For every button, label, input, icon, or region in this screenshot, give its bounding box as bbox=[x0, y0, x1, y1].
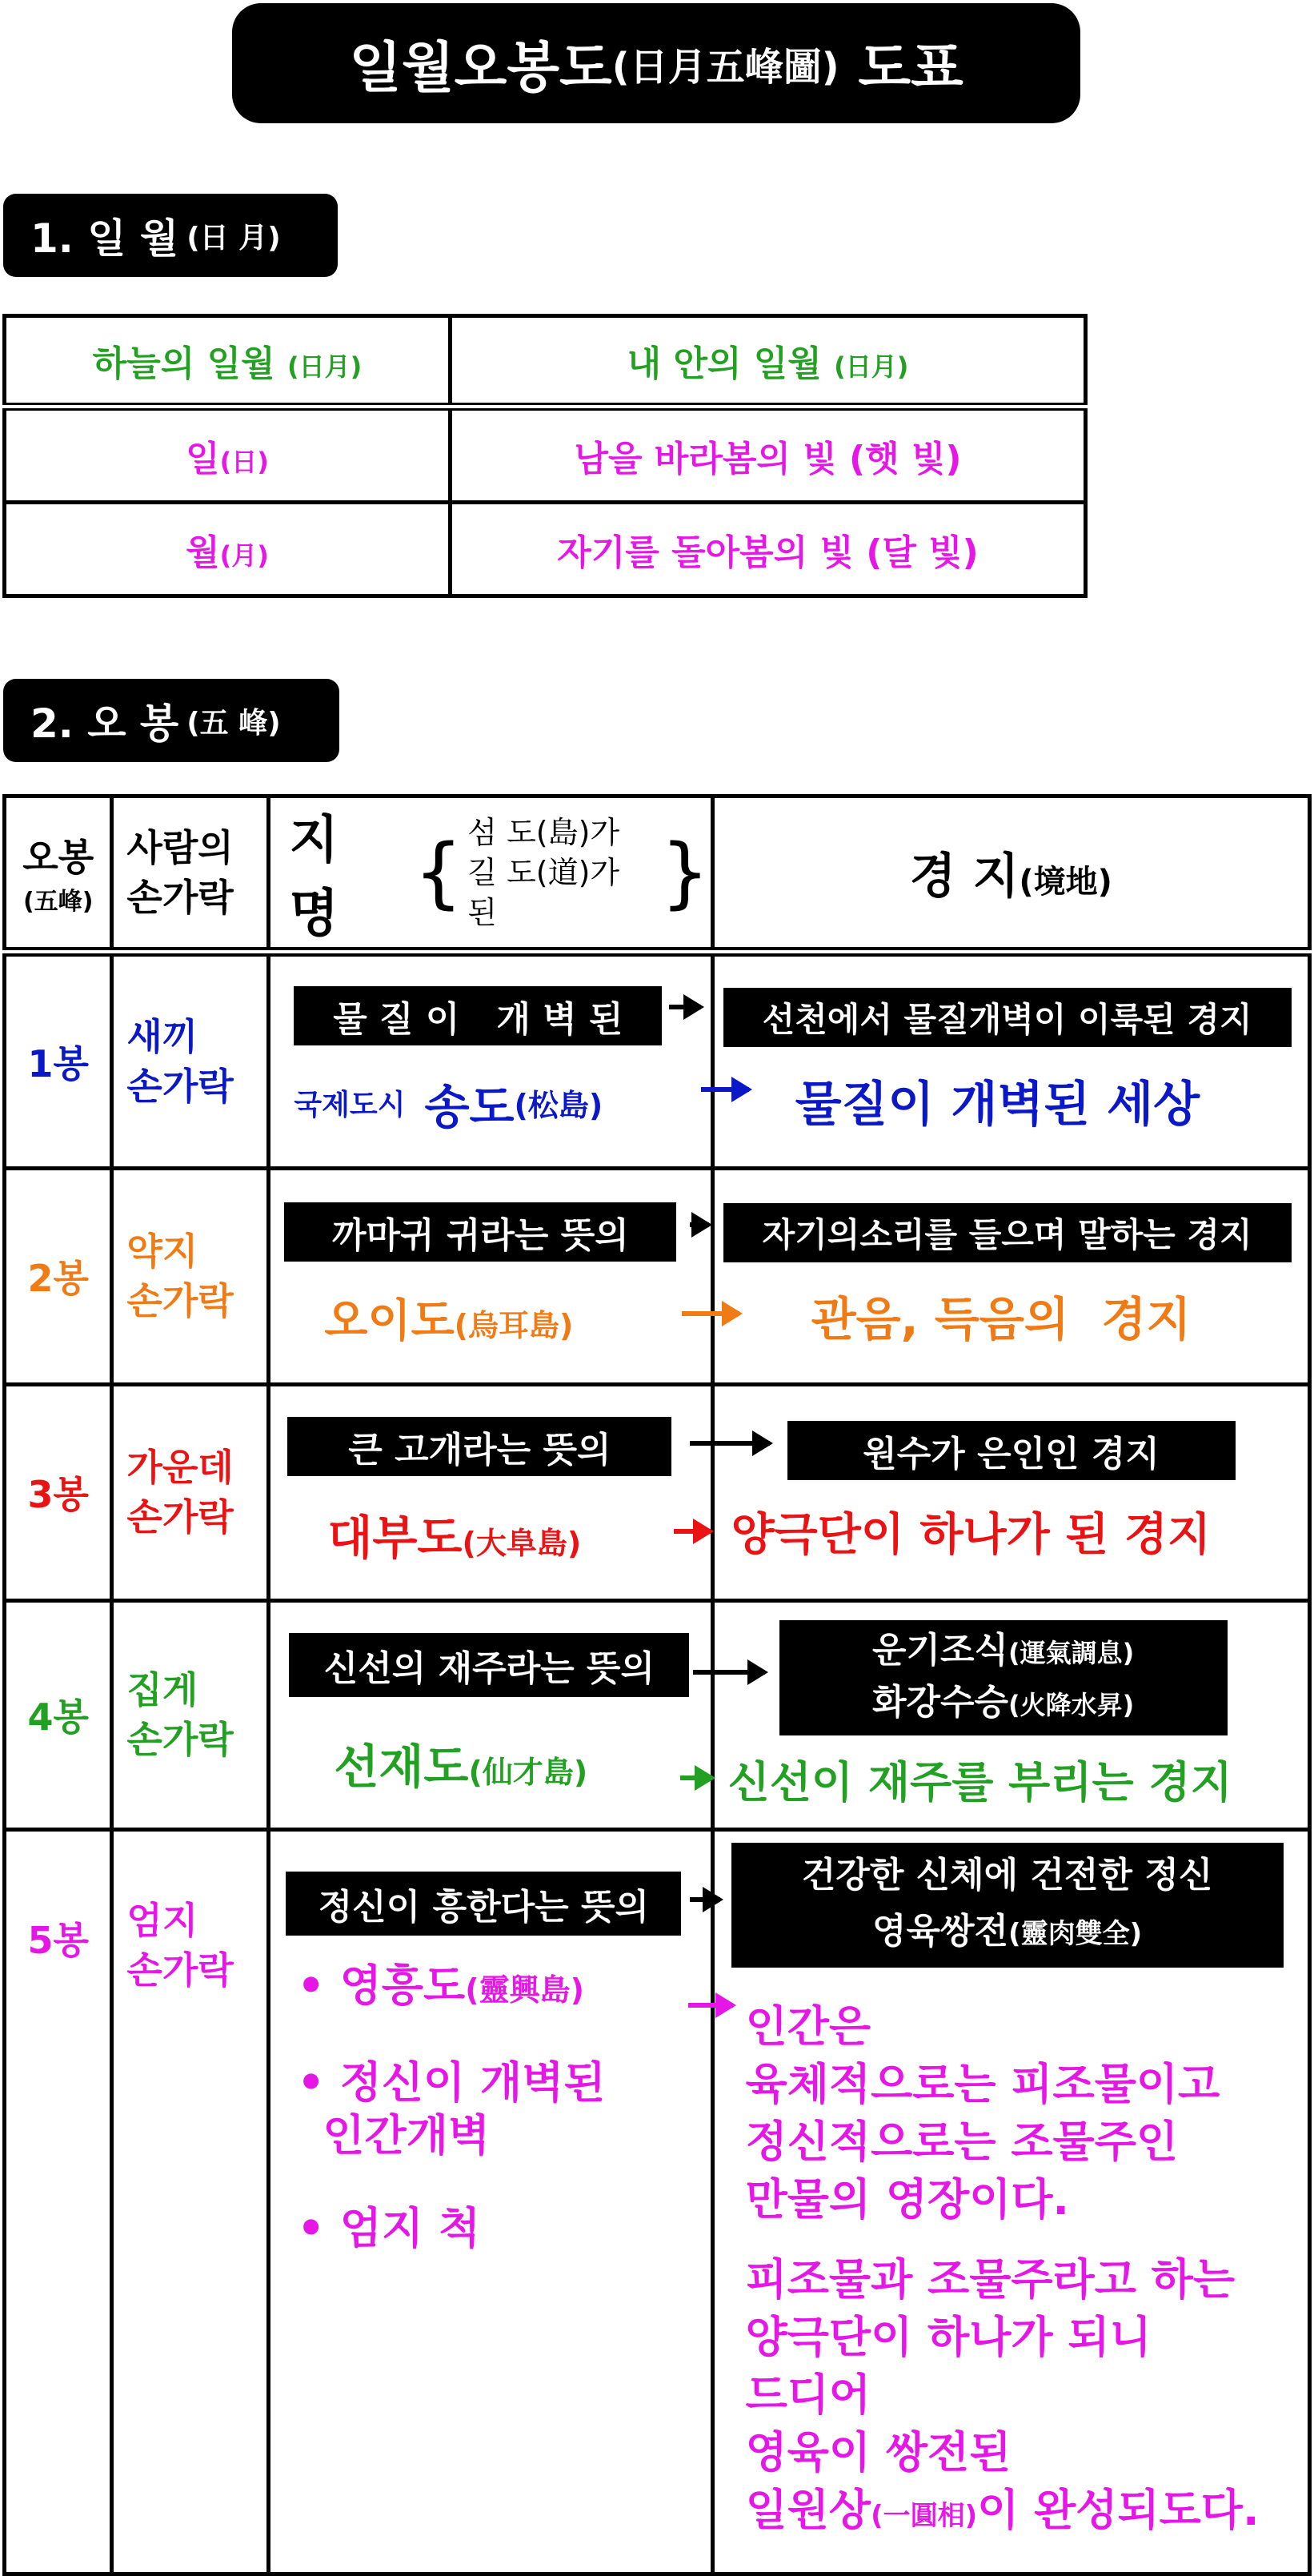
state-cell bbox=[712, 1168, 1309, 1384]
meaning-box: 정신이 흥한다는 뜻의 bbox=[286, 1872, 681, 1936]
arrow-icon bbox=[690, 1441, 770, 1446]
header-hanja: (日月) bbox=[834, 351, 909, 382]
arrow-icon bbox=[690, 1222, 709, 1227]
place-name: 대부도 bbox=[327, 1511, 463, 1565]
header-hanja: (日月) bbox=[286, 351, 363, 382]
meaning-box: 신선의 재주라는 뜻의 bbox=[289, 1633, 689, 1697]
finger-name bbox=[112, 1829, 269, 2574]
place-hanja: (松島) bbox=[514, 1088, 603, 1124]
peak-row-1 bbox=[5, 952, 1310, 1168]
state-box-line1: 건강한 신체에 건전한 정신 bbox=[801, 1855, 1213, 1896]
para-line: 양극단이 하나가 되니 bbox=[745, 2311, 1152, 2362]
five-peaks-table bbox=[2, 794, 1312, 2576]
section-2-text: 2. 오 봉 bbox=[30, 700, 179, 747]
bullet-item: • 엄지 척 bbox=[297, 2202, 480, 2253]
page-title bbox=[232, 3, 1080, 123]
section-1-hanja: (日 月) bbox=[186, 221, 281, 255]
place-cell bbox=[269, 1384, 712, 1600]
place-prefix: 국제도시 bbox=[294, 1089, 406, 1122]
para-line: 영육이 쌍전된 bbox=[745, 2426, 1012, 2478]
finger-name bbox=[112, 1168, 269, 1384]
place-name: 선재도 bbox=[334, 1739, 469, 1794]
arrow-icon bbox=[690, 1897, 720, 1902]
finger-name bbox=[112, 1384, 269, 1600]
place-cell bbox=[269, 952, 712, 1168]
peak-row-5 bbox=[5, 1829, 1310, 2574]
state-box: 자기의소리를 들으며 말하는 경지 bbox=[723, 1203, 1292, 1262]
bullet-text: 영흥도 bbox=[339, 1960, 466, 2011]
header-state-hanja: (境地) bbox=[1019, 864, 1112, 901]
finger-line2: 손가락 bbox=[126, 1495, 234, 1539]
bullet-item: • 영흥도(靈興島) bbox=[297, 1960, 584, 2011]
header-peak-hanja: (五峰) bbox=[22, 888, 94, 916]
finger-name bbox=[112, 952, 269, 1168]
peak-number: 1봉 bbox=[5, 952, 112, 1168]
state-box-line2: 화강수승 bbox=[871, 1681, 1008, 1723]
para-line: 만물의 영장이다. bbox=[745, 2173, 1070, 2225]
state-box: 원수가 은인인 경지 bbox=[787, 1421, 1236, 1480]
bullet-item: • 정신이 개벽된 인간개벽 bbox=[297, 2056, 606, 2161]
place-hanja: (烏耳島) bbox=[454, 1308, 574, 1343]
peak-row-3 bbox=[5, 1384, 1310, 1600]
sun-moon-table bbox=[2, 314, 1088, 598]
peak-row-4 bbox=[5, 1600, 1310, 1829]
header-place-name: 지 명 { 섬 도(島)가 길 도(道)가 된 } bbox=[269, 796, 712, 953]
state-text: 신선이 재주를 부리는 경지 bbox=[727, 1756, 1232, 1808]
header-finger bbox=[112, 796, 269, 953]
header-place-sub1: 섬 도(島)가 bbox=[467, 815, 620, 850]
arrow-icon bbox=[674, 1529, 711, 1534]
header-place-sub2: 길 도(道)가 된 bbox=[467, 855, 620, 930]
meaning-box: 물 질 이 개 벽 된 bbox=[294, 986, 662, 1045]
para-line bbox=[746, 2482, 1307, 2545]
state-text: 물질이 개벽된 세상 bbox=[795, 1076, 1200, 1133]
peak-number: 5봉 bbox=[5, 1829, 112, 2574]
arrow-icon bbox=[682, 1311, 739, 1316]
finger-line1: 새끼 bbox=[126, 1014, 198, 1058]
para-line: 드디어 bbox=[745, 2369, 871, 2420]
bullet-hanja: (靈興島) bbox=[465, 1972, 584, 2008]
arrow-icon bbox=[688, 2003, 733, 2008]
place-cell bbox=[269, 1829, 712, 2574]
place-cell bbox=[269, 1168, 712, 1384]
section-2-hanja: (五 峰) bbox=[186, 706, 281, 740]
cell-moon-light: 자기를 돌아봄의 빛 (달 빛) bbox=[451, 503, 1086, 596]
para-line: 인간은 bbox=[745, 2000, 871, 2052]
finger-name bbox=[112, 1600, 269, 1829]
state-cell bbox=[712, 1829, 1309, 2574]
para-line: 정신적으로는 조물주인 bbox=[745, 2116, 1179, 2167]
place-hanja: (仙才島) bbox=[468, 1755, 588, 1790]
section-1-text: 1. 일 월 bbox=[30, 215, 179, 262]
table-row bbox=[5, 503, 1086, 596]
arrow-icon bbox=[693, 1670, 765, 1675]
cell-moon bbox=[5, 503, 451, 596]
header-peak-text: 오봉 bbox=[22, 836, 94, 879]
state-cell bbox=[712, 1600, 1309, 1829]
finger-line2: 손가락 bbox=[126, 1064, 234, 1108]
state-paragraph-1 bbox=[715, 1998, 1307, 2229]
finger-line1: 집게 bbox=[126, 1668, 198, 1711]
place-hanja: (大阜島) bbox=[462, 1526, 582, 1561]
bullet-text: 엄지 척 bbox=[339, 2202, 480, 2253]
header-finger-line2: 손가락 bbox=[126, 876, 234, 919]
section-1-label bbox=[3, 194, 338, 277]
para-line: 육체적으로는 피조물이고 bbox=[745, 2058, 1220, 2109]
state-box bbox=[779, 1620, 1228, 1735]
cell-text: 월 bbox=[186, 532, 220, 573]
para-last-text: 일원상 bbox=[745, 2484, 871, 2535]
sun-moon-header-row bbox=[5, 316, 1086, 407]
peak-row-2 bbox=[5, 1168, 1310, 1384]
bullet-text-line2: 인간개벽 bbox=[322, 2109, 491, 2161]
arrow-icon bbox=[701, 1087, 749, 1092]
place-cell bbox=[269, 1600, 712, 1829]
title-suffix: 도표 bbox=[839, 36, 963, 100]
state-text: 관음, 득음의 경지 bbox=[811, 1292, 1192, 1346]
para-last-tail: 이 완성되도다. bbox=[977, 2484, 1260, 2535]
state-box-line1-hanja: (運氣調息) bbox=[1008, 1637, 1135, 1668]
five-peaks-header-row bbox=[5, 796, 1310, 953]
header-inner-sun-moon bbox=[451, 316, 1086, 407]
header-place-text: 지 명 bbox=[289, 811, 339, 944]
cell-hanja: (日) bbox=[219, 447, 269, 477]
state-box-line2-hanja: (火降水昇) bbox=[1008, 1689, 1135, 1720]
cell-text: 일 bbox=[186, 439, 220, 479]
meaning-box: 큰 고개라는 뜻의 bbox=[287, 1417, 671, 1476]
title-main: 일월오봉도 bbox=[349, 36, 612, 100]
arrow-icon bbox=[680, 1776, 712, 1780]
state-box-line2-hanja: (靈肉雙全) bbox=[1008, 1918, 1143, 1950]
peak-number: 4봉 bbox=[5, 1600, 112, 1829]
finger-line1: 약지 bbox=[126, 1230, 198, 1273]
para-last-hanja: (一圓相) bbox=[871, 2499, 978, 2532]
header-state-text: 경 지 bbox=[909, 849, 1020, 905]
header-text: 내 안의 일월 bbox=[627, 343, 822, 384]
bullet-text: 정신이 개벽된 bbox=[339, 2056, 606, 2108]
table-row bbox=[5, 407, 1086, 503]
cell-hanja: (月) bbox=[219, 540, 269, 571]
state-box: 선천에서 물질개벽이 이룩된 경지 bbox=[723, 988, 1292, 1047]
state-box bbox=[731, 1843, 1284, 1968]
state-text: 양극단이 하나가 된 경지 bbox=[731, 1509, 1212, 1561]
peak-number: 3봉 bbox=[5, 1384, 112, 1600]
title-hanja: (日月五峰圖) bbox=[611, 44, 839, 90]
cell-sun bbox=[5, 407, 451, 503]
finger-line2: 손가락 bbox=[126, 1279, 234, 1322]
header-finger-line1: 사람의 bbox=[126, 826, 234, 869]
place-name: 오이도 bbox=[324, 1295, 455, 1347]
finger-line2: 손가락 bbox=[126, 1718, 234, 1761]
finger-line1: 가운데 bbox=[126, 1446, 234, 1489]
state-box-line2: 영육쌍전 bbox=[872, 1911, 1009, 1952]
header-state bbox=[712, 796, 1309, 953]
para-line: 피조물과 조물주라고 하는 bbox=[745, 2253, 1235, 2305]
header-text: 하늘의 일월 bbox=[92, 343, 275, 384]
state-cell bbox=[712, 952, 1309, 1168]
state-paragraph-2 bbox=[715, 2251, 1307, 2545]
peak-number: 2봉 bbox=[5, 1168, 112, 1384]
state-cell bbox=[712, 1384, 1309, 1600]
header-sky-sun-moon bbox=[5, 316, 451, 407]
place-name: 송도 bbox=[424, 1079, 515, 1134]
finger-line1: 엄지 bbox=[126, 1898, 198, 1942]
meaning-box: 까마귀 귀라는 뜻의 bbox=[284, 1202, 676, 1262]
cell-sun-light: 남을 바라봄의 빛 (햇 빛) bbox=[451, 407, 1086, 503]
section-2-label bbox=[3, 679, 339, 762]
state-box-line1: 운기조식 bbox=[871, 1629, 1008, 1671]
header-peak bbox=[5, 796, 112, 953]
arrow-icon bbox=[669, 1005, 701, 1009]
finger-line2: 손가락 bbox=[126, 1948, 234, 1992]
